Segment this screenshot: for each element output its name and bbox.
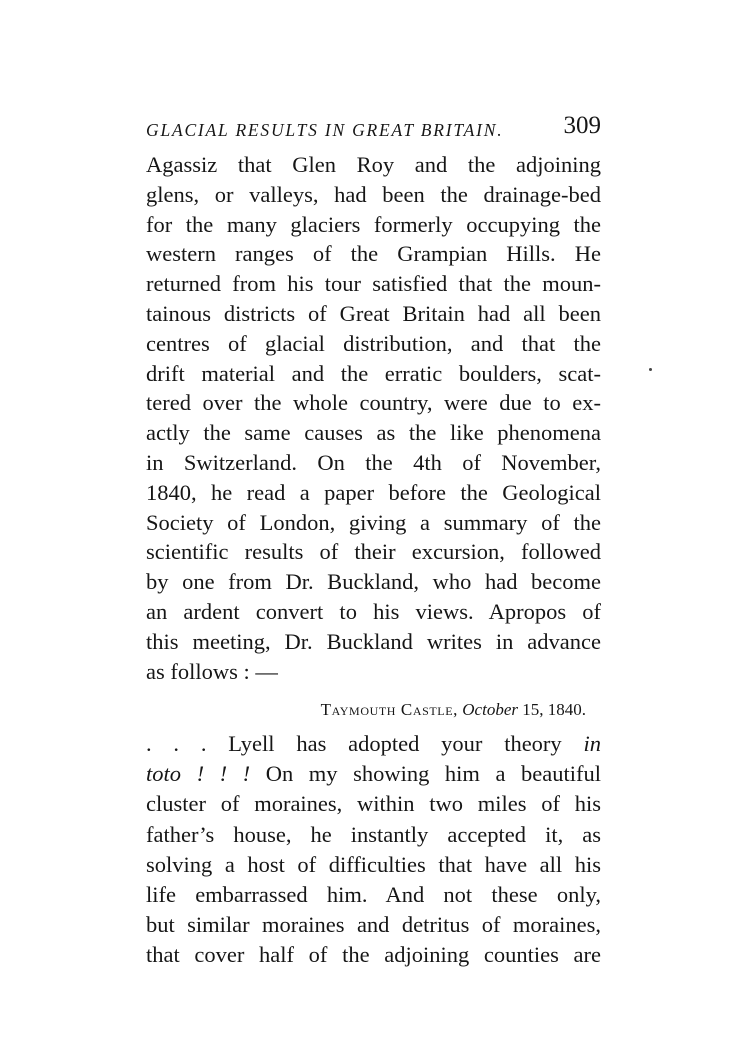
- letter-line: life embarrassed him. And not these only,: [146, 881, 601, 907]
- running-head-title: GLACIAL RESULTS IN GREAT BRITAIN.: [146, 120, 504, 140]
- text-line: scientific results of their excursion, followed: [146, 539, 601, 565]
- text-line: tainous districts of Great Britain had all been: [146, 300, 601, 326]
- text-line: Agassiz that Glen Roy and the adjoining: [146, 152, 601, 177]
- text-line: an ardent convert to his views. Apropos of: [146, 598, 601, 624]
- text-line: in Switzerland. On the 4th of November,: [146, 449, 601, 475]
- letter-quotation: [146, 729, 601, 971]
- body-paragraph: [146, 150, 601, 686]
- text-line: returned from his tour satisfied that the moun-: [146, 271, 601, 297]
- text-line: western ranges of the Grampian Hills. He: [146, 241, 601, 267]
- letter-line: [146, 759, 601, 789]
- page-number: 309: [563, 112, 601, 139]
- text-line: actly the same causes as the like phenomena: [146, 420, 601, 446]
- dateline-date: 15, 1840.: [522, 700, 586, 719]
- letter-line: but similar moraines and detritus of moraines,: [146, 912, 601, 938]
- text-line: as follows : —: [146, 658, 278, 684]
- letter-italic-text: in: [583, 731, 602, 756]
- letter-line: father’s house, he instantly accepted it, as: [146, 821, 601, 847]
- letter-line: that cover half of the adjoining counties are: [146, 942, 601, 968]
- text-line: Society of London, giving a summary of the: [146, 509, 601, 535]
- dateline-place: Taymouth Castle,: [320, 700, 459, 719]
- text-line: 1840, he read a paper before the Geological: [146, 479, 601, 505]
- letter-line: solving a host of difficulties that have all his: [146, 851, 601, 877]
- letter-line-text: . . . Lyell has adopted your theory: [146, 731, 562, 756]
- letter-italic-text: toto ! ! !: [146, 761, 251, 787]
- letter-line: cluster of moraines, within two miles of his: [146, 791, 601, 817]
- text-line: drift material and the erratic boulders, scat-: [146, 360, 601, 386]
- letter-line: [146, 729, 601, 759]
- text-line: by one from Dr. Buckland, who had become: [146, 569, 601, 595]
- text-line: tered over the whole country, were due to ex-: [146, 390, 601, 416]
- text-line: glens, or valleys, had been the drainage-bed: [146, 181, 601, 207]
- letter-line-text: On my showing him a beautiful: [265, 761, 602, 787]
- text-line: centres of glacial distribution, and that the: [146, 330, 601, 356]
- text-line: this meeting, Dr. Buckland writes in advance: [146, 628, 601, 654]
- text-line: for the many glaciers formerly occupying the: [146, 211, 601, 237]
- ink-speck: [649, 368, 652, 371]
- running-head: [146, 112, 601, 146]
- dateline-month: October: [462, 700, 518, 719]
- letter-dateline: [321, 700, 586, 720]
